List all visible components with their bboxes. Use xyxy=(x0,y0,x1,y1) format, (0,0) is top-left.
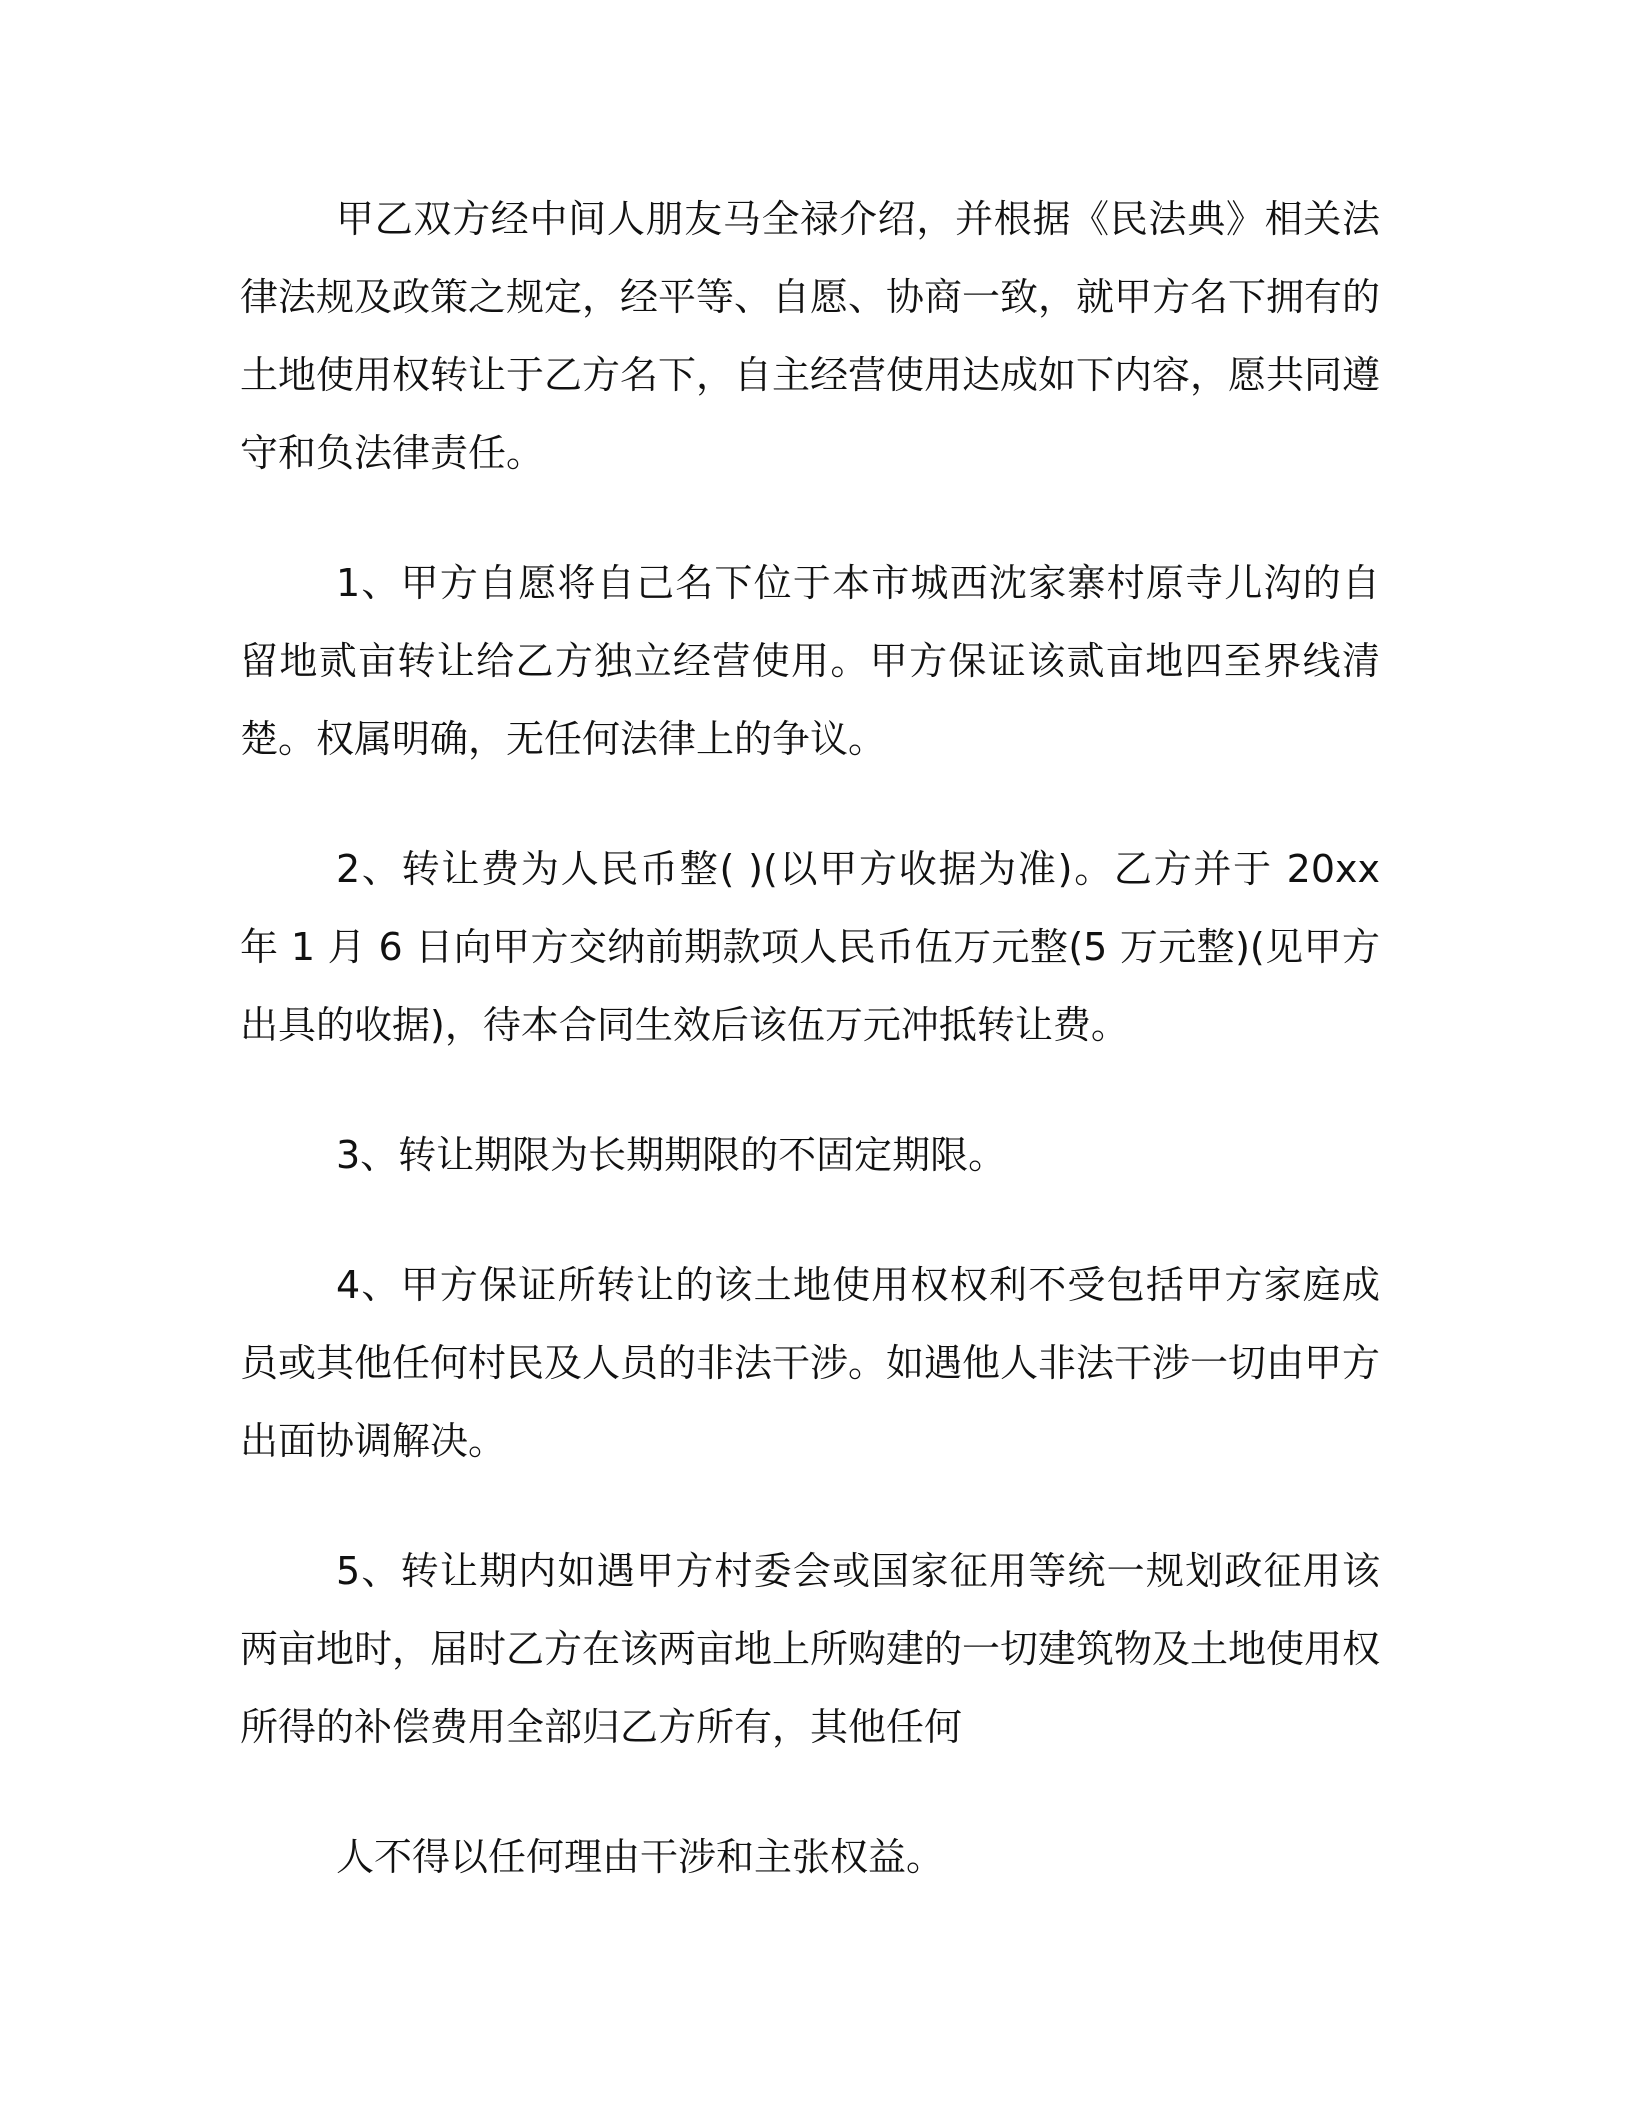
document-body xyxy=(240,180,1380,1896)
clause-2-paragraph: 2、转让费为人民币整( )(以甲方收据为准)。乙方并于 20xx 年 1 月 6 日向甲方交纳前期款项人民币伍万元整(5 万元整)(见甲方出具的收据)，待本合同生效后该伍万元冲抵转让费。 xyxy=(240,847,1380,1047)
clause-1-paragraph: 1、甲方自愿将自己名下位于本市城西沈家寨村原寺儿沟的自留地贰亩转让给乙方独立经营使用。甲方保证该贰亩地四至界线清楚。权属明确，无任何法律上的争议。 xyxy=(240,561,1380,761)
intro-paragraph: 甲乙双方经中间人朋友马全禄介绍，并根据《民法典》相关法律法规及政策之规定，经平等、自愿、协商一致，就甲方名下拥有的土地使用权转让于乙方名下，自主经营使用达成如下内容，愿共同遵守和负法律责任。 xyxy=(240,197,1381,475)
clause-5-paragraph: 5、转让期内如遇甲方村委会或国家征用等统一规划政征用该两亩地时，届时乙方在该两亩地上所购建的一切建筑物及土地使用权所得的补偿费用全部归乙方所有，其他任何 xyxy=(240,1549,1381,1749)
clause-5-continuation-paragraph: 人不得以任何理由干涉和主张权益。 xyxy=(336,1835,945,1879)
clause-3-paragraph: 3、转让期限为长期期限的不固定期限。 xyxy=(336,1133,1007,1177)
clause-4-paragraph: 4、甲方保证所转让的该土地使用权权利不受包括甲方家庭成员或其他任何村民及人员的非法干涉。如遇他人非法干涉一切由甲方出面协调解决。 xyxy=(240,1263,1381,1463)
